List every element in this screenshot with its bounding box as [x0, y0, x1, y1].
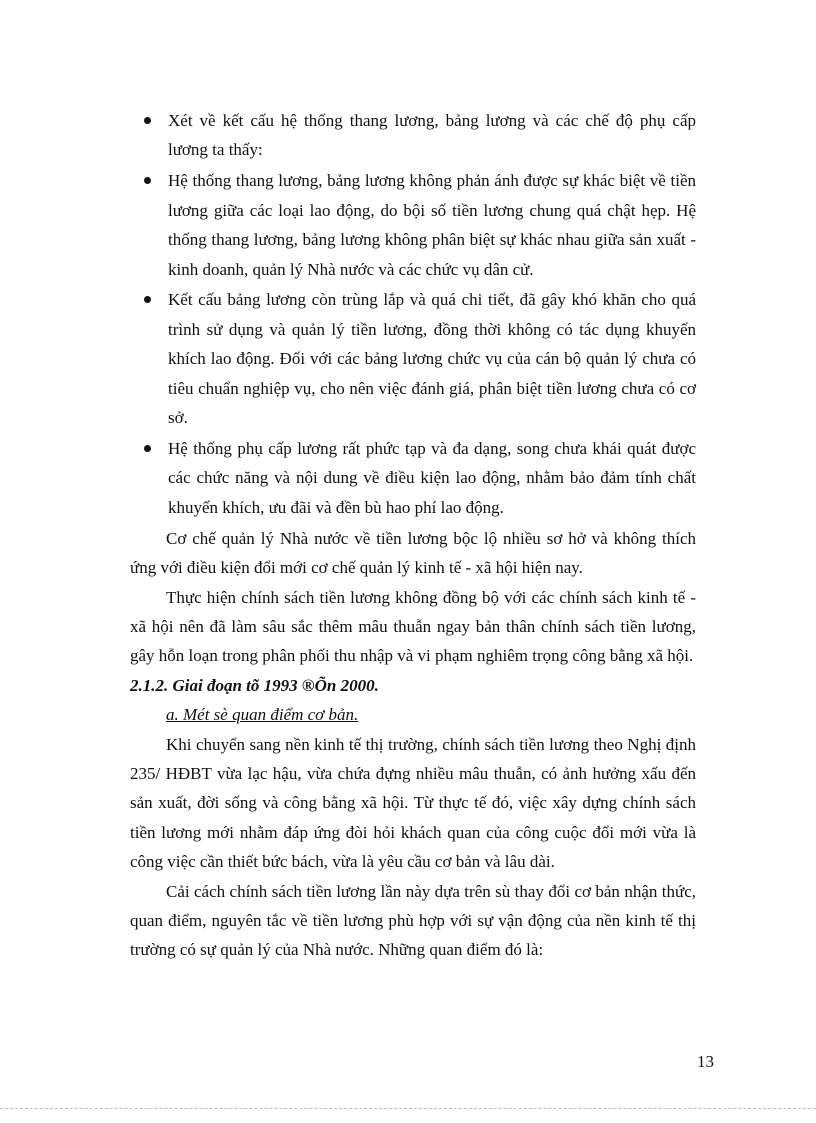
page-number: 13 [697, 1052, 714, 1071]
subsection-heading: a. Mét sè quan điểm cơ bản. [166, 705, 359, 725]
body-paragraph: Cơ chế quản lý Nhà nước về tiền lương bộc lộ nhiều sơ hở và không thích ứng với điều kiện đổi mới cơ chế quản lý kinh tế - xã hội hiện nay. [130, 528, 696, 578]
bullet-item [130, 106, 696, 165]
page-divider [0, 1108, 816, 1109]
bullet-icon [144, 296, 151, 303]
bullet-list [130, 106, 696, 522]
bullet-item [130, 285, 696, 432]
body-paragraph: Cải cách chính sách tiền lương lần này dựa trên sù thay đổi cơ bản nhận thức, quan điểm, nguyên tắc về tiền lương phù hợp với sự vận động của nền kinh tế thị trường có sự quản lý của Nhà nước. Những quan điểm đó là: [130, 881, 696, 960]
bullet-text: Hệ thống thang lương, bảng lương không phản ánh được sự khác biệt về tiền lương giữa các loại lao động, do bội số tiền lương chung quá chật hẹp. Hệ thống thang lương, bảng lương không phân biệt sự khác nhau giữa sản xuất - kinh doanh, quản lý Nhà nước và các chức vụ dân cử. [168, 171, 696, 279]
body-paragraph: Khi chuyển sang nền kinh tế thị trường, chính sách tiền lương theo Nghị định 235/ HĐBT vừa lạc hậu, vừa chứa đựng nhiều mâu thuẫn, có ảnh hưởng xấu đến sản xuất, đời sống và công bằng xã hội. Từ thực tế đó, việc xây dựng chính sách tiền lương mới nhằm đáp ứng đòi hỏi khách quan của công cuộc đổi mới vừa là công việc cần thiết bức bách, vừa là yêu cầu cơ bản và lâu dài. [130, 734, 696, 872]
section-heading: 2.1.2. Giai đoạn tõ 1993 ®Õn 2000. [130, 675, 379, 695]
bullet-item [130, 434, 696, 522]
bullet-item [130, 166, 696, 284]
bullet-text: Kết cấu bảng lương còn trùng lắp và quá chi tiết, đã gây khó khăn cho quá trình sử dụng và quản lý tiền lương, đồng thời không có tác dụng khuyến khích lao động. Đối với các bảng lương chức vụ của cán bộ quản lý chưa có tiêu chuẩn nghiệp vụ, cho nên việc đánh giá, phân biệt tiền lương chưa có cơ sở. [168, 290, 696, 428]
bullet-icon [144, 177, 151, 184]
bullet-icon [144, 117, 151, 124]
bullet-icon [144, 445, 151, 452]
bullet-text: Xét về kết cấu hệ thống thang lương, bảng lương và các chế độ phụ cấp lương ta thấy: [168, 111, 696, 160]
page-body [130, 106, 696, 965]
bullet-text: Hệ thống phụ cấp lương rất phức tạp và đa dạng, song chưa khái quát được các chức năng và nội dung về điều kiện lao động, nhằm bảo đảm tính chất khuyến khích, ưu đãi và đền bù hao phí lao động. [168, 438, 696, 517]
body-paragraph: Thực hiện chính sách tiền lương không đồng bộ với các chính sách kinh tế - xã hội nên đã làm sâu sắc thêm mâu thuẫn ngay bản thân chính sách tiền lương, gây hỗn loạn trong phân phối thu nhập và vi phạm nghiêm trọng công bằng xã hội. [130, 587, 696, 666]
